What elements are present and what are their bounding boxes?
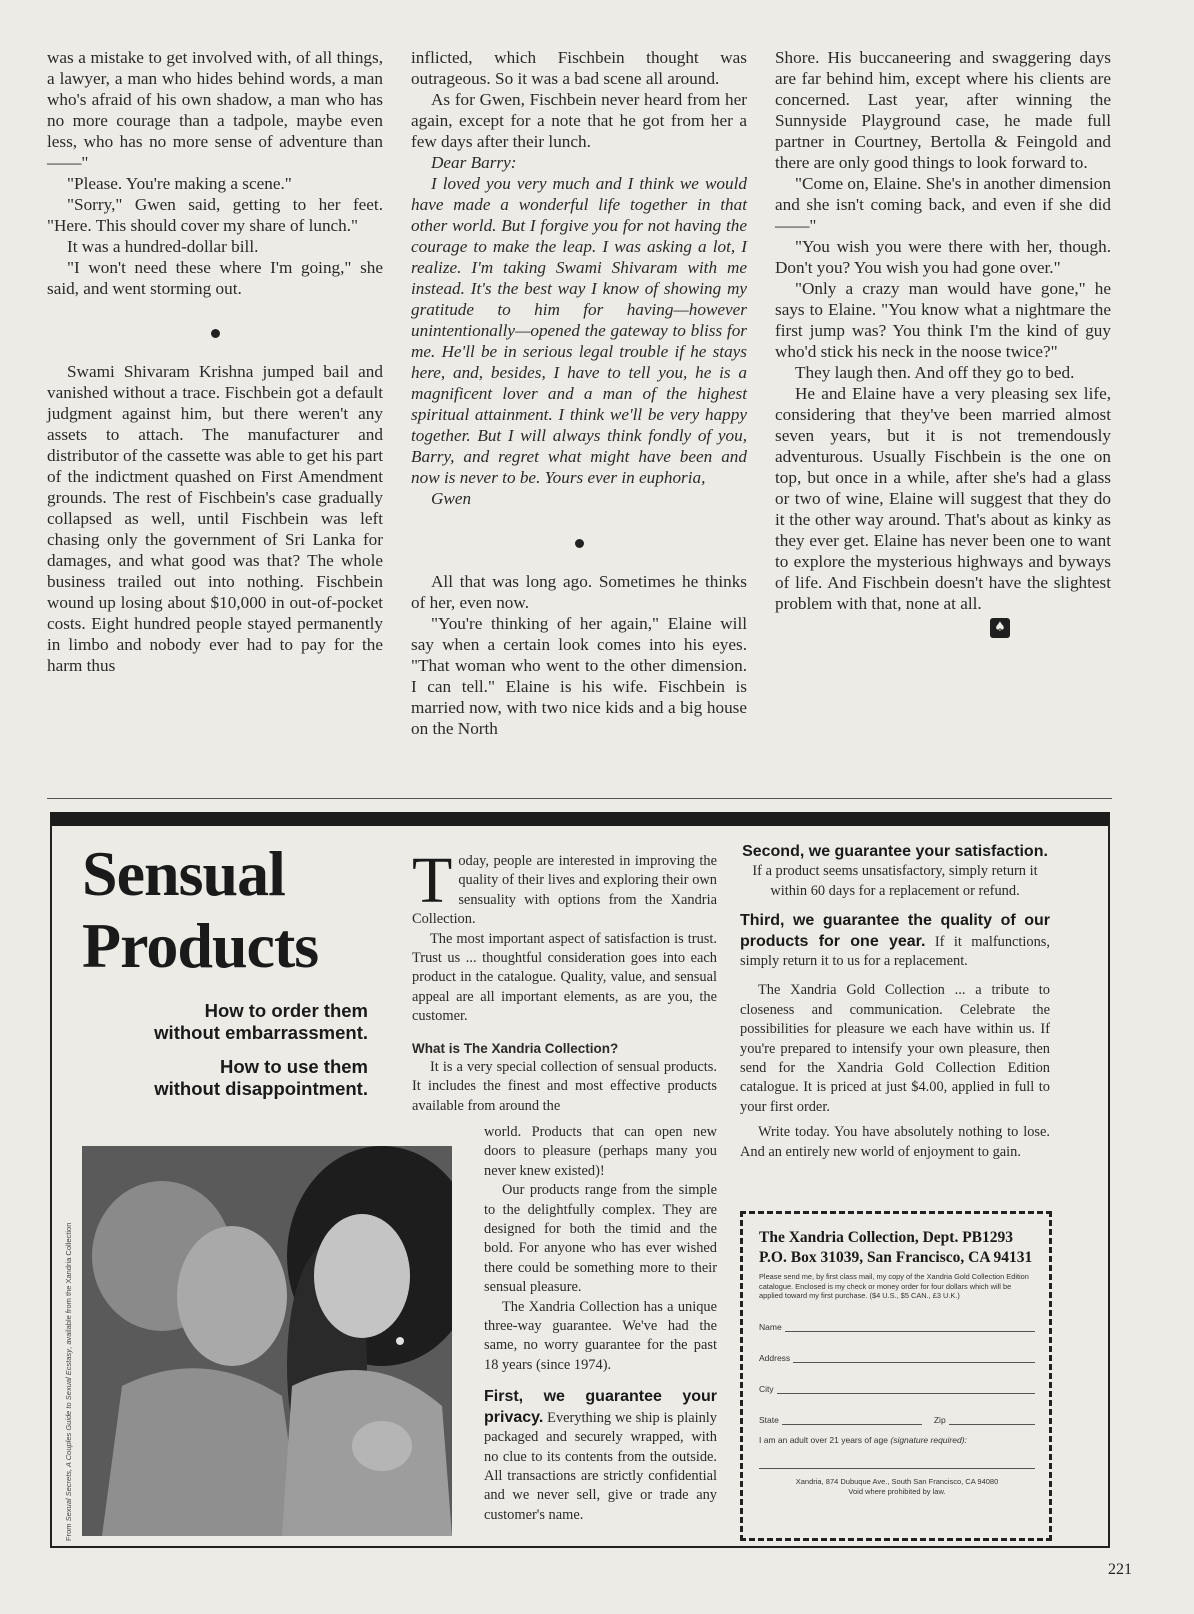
- story-paragraph: "You wish you were there with her, though. Don't you? You wish you had gone over.": [775, 237, 1111, 277]
- story-paragraph: All that was long ago. Sometimes he thinks of her, even now.: [411, 572, 747, 612]
- ad-column-guarantees: [740, 842, 1050, 1162]
- ad-headline: Sensual Products: [82, 838, 319, 981]
- story-paragraph: Swami Shivaram Krishna jumped bail and vanished without a trace. Fischbein got a default judgment against him, but there weren't any assets to attach. The manufacturer and distributor of the cassette was able to get his part of the indictment quashed on First Amendment grounds. The rest of Fischbein's case gradually collapsed as well, until Fischbein was left chasing only the government of Sri Lanka for damages, and what good was that? The whole business trailed out into nothing. Fischbein wound up losing about $10,000 in out-of-pocket costs. Eight hundred people stayed permanently in limbo and nobody ever had to pay for the harm thus: [47, 362, 383, 675]
- story-paragraph: He and Elaine have a very pleasing sex life, considering that they've been married almost seven years, but it is not tremendously adventurous. Usually Fischbein is the one on top, but once in a while, after she's had a glass or two of wine, Elaine will suggest that they do it the other way around. That's about as kinky as they ever get. Elaine has never been one to want to explore the mysterious highways and byways of life. And Fischbein doesn't have the slightest problem with that, none at all.: [775, 384, 1111, 613]
- story-paragraph: As for Gwen, Fischbein never heard from her again, except for a note that he got from her a few days after their lunch.: [411, 90, 747, 151]
- intro-paragraph: Today, people are interested in improving the quality of their lives and exploring their own sensuality with options from the Xandria Collection.: [412, 844, 717, 928]
- collection-paragraph: It is a very special collection of sensual products. It includes the finest and most effective products available from around the: [412, 1059, 717, 1114]
- page-number: 221: [1108, 1561, 1132, 1578]
- ad-subheading-use: How to use them without disappointment.: [154, 1056, 368, 1099]
- gold-collection-paragraph: The Xandria Gold Collection ... a tribute to closeness and communication. Celebrate the possibilities for pleasure we each have within us. If you're prepared to intensify your own pleasure, then send for the Xandria Gold Collection Edition catalogue. It is priced at just $4.00, applied in full to your first order.: [740, 982, 1050, 1115]
- story-paragraph: "Only a crazy man would have gone," he says to Elaine. "You know what a nightmare the first jump was? You think I'm the kind of guy who'd stick his neck in the noose twice?": [775, 279, 1111, 361]
- write-today-paragraph: Write today. You have absolutely nothing to lose. And an entirely new world of enjoyment to gain.: [740, 1124, 1050, 1160]
- story-column-3: [775, 47, 1111, 638]
- photo-credit: From Sexual Secrets, A Couples Guide to Sexual Ecstasy, available from the Xandria Collection: [64, 1222, 73, 1541]
- story-paragraph: "Please. You're making a scene.": [67, 174, 292, 193]
- name-field[interactable]: Name: [759, 1318, 1035, 1332]
- letter-salutation: Dear Barry:: [431, 153, 517, 172]
- ad-subheading-order: How to order them without embarrassment.: [154, 1000, 368, 1043]
- quality-guarantee: Third, we guarantee the quality of our products for one year. If it malfunctions, simply return it to us for a replacement.: [740, 912, 1050, 970]
- story-paragraph: inflicted, which Fischbein thought was outrageous. So it was a bad scene all around.: [411, 48, 747, 88]
- story-paragraph: "Sorry," Gwen said, getting to her feet. "Here. This should cover my share of lunch.": [47, 195, 383, 235]
- section-break-bullet: [411, 533, 747, 551]
- story-column-1: [47, 47, 383, 676]
- order-coupon: [740, 1211, 1052, 1541]
- story-paragraph: Shore. His buccaneering and swaggering days are far behind him, except where his clients are concerned. Last year, after winning the Sunnyside Playground case, he made full partner in Courtney, Bertolla & Feingold and there are only good things to look forward to.: [775, 48, 1111, 172]
- story-column-2: [411, 47, 747, 739]
- drop-cap: T: [412, 844, 453, 917]
- photo-illustration: [82, 1146, 452, 1536]
- story-paragraph: "Come on, Elaine. She's in another dimension and she isn't coming back, and even if she did——": [775, 174, 1111, 235]
- question-heading: What is The Xandria Collection?: [412, 1040, 619, 1056]
- ad-column-intro: [412, 844, 717, 1116]
- letter-body: I loved you very much and I think we would have made a wonderful life together in that other world. But I forgive you for not having the courage to make the leap. I was asking a lot, I realize. I'm taking Swami Shivaram with me instead. It's the best way I know of showing my gratitude to him for having—however unintentionally—opened the gateway to bliss for me. He'll be in serious legal trouble if he stays here, and, besides, I have to tell you, he is a magnificent lover and a man of the highest spiritual attainment. I think we'll be very happy together. But I will always think fondly of you, Barry, and regret what might have been and now is never to be. Yours ever in euphoria,: [411, 174, 747, 487]
- couple-photo: [82, 1146, 452, 1536]
- collection-paragraph-cont: world. Products that can open new doors to pleasure (perhaps many you never knew existed)!: [484, 1124, 717, 1179]
- state-input[interactable]: [782, 1413, 922, 1425]
- story-paragraph: "You're thinking of her again," Elaine will say when a certain look comes into his eyes. "That woman who went to the other dimension. I can tell." Elaine is his wife. Fischbein is married now, with two nice kids and a big house on the North: [411, 614, 747, 738]
- state-zip-field[interactable]: State Zip: [759, 1411, 1035, 1425]
- satisfaction-guarantee: Second, we guarantee your satisfaction. If a product seems unsatisfactory, simply return it within 60 days for a replacement or refund.: [742, 843, 1048, 899]
- story-paragraph: "I won't need these where I'm going," she said, and went storming out.: [47, 258, 383, 298]
- zip-input[interactable]: [949, 1413, 1035, 1425]
- ad-column-products: [484, 1123, 717, 1525]
- coupon-instructions: Please send me, by first class mail, my copy of the Xandria Gold Collection Edition catalogue. Enclosed is my check or money order for four dollars which will be applied toward my first purchase. ($4 U.S., $5 CAN., £3 U.K.): [759, 1272, 1029, 1300]
- story-paragraph: was a mistake to get involved with, of all things, a lawyer, a man who hides behind words, a man who's afraid of his own shadow, a man who has no more courage than a tadpole, maybe even less, who has no more sense of adventure than——": [47, 48, 383, 172]
- signature-line[interactable]: [759, 1445, 1035, 1469]
- coupon-footer: Xandria, 874 Dubuque Ave., South San Francisco, CA 94080 Void where prohibited by law.: [795, 1476, 999, 1496]
- address-field[interactable]: Address: [759, 1349, 1035, 1363]
- trust-paragraph: The most important aspect of satisfaction is trust. Trust us ... thoughtful consideration goes into each product in the catalogue. Quality, value, and sensual appeal are all important elements, as are you, the customer.: [412, 930, 717, 1025]
- letter-signature: Gwen: [431, 489, 472, 508]
- age-confirmation: I am an adult over 21 years of age (signature required):: [759, 1434, 967, 1445]
- city-field[interactable]: City: [759, 1380, 1035, 1394]
- coupon-address: The Xandria Collection, Dept. PB1293 P.O. Box 31039, San Francisco, CA 94131: [759, 1229, 1033, 1266]
- story-paragraph: They laugh then. And off they go to bed.: [795, 363, 1075, 382]
- story-paragraph: It was a hundred-dollar bill.: [67, 237, 259, 256]
- rabbit-end-mark-icon: ♠: [990, 618, 1010, 638]
- story-divider: [47, 798, 1112, 799]
- privacy-guarantee: First, we guarantee your privacy. Everything we ship is plainly packaged and securely wrapped, with no clue to its contents from the outside. All transactions are strictly confidential and we never sell, give or trade any customer's name.: [484, 1388, 717, 1523]
- xandria-advertisement: [50, 812, 1110, 1548]
- section-break-bullet: [47, 323, 383, 341]
- products-paragraph: Our products range from the simple to the delightfully complex. They are designed for both the timid and the bold. For anyone who has ever wished there could be something more to their sensual pleasure.: [484, 1182, 717, 1296]
- guarantee-paragraph: The Xandria Collection has a unique three-way guarantee. We've had the same, no worry guarantee for the past 18 years (since 1974).: [484, 1298, 717, 1373]
